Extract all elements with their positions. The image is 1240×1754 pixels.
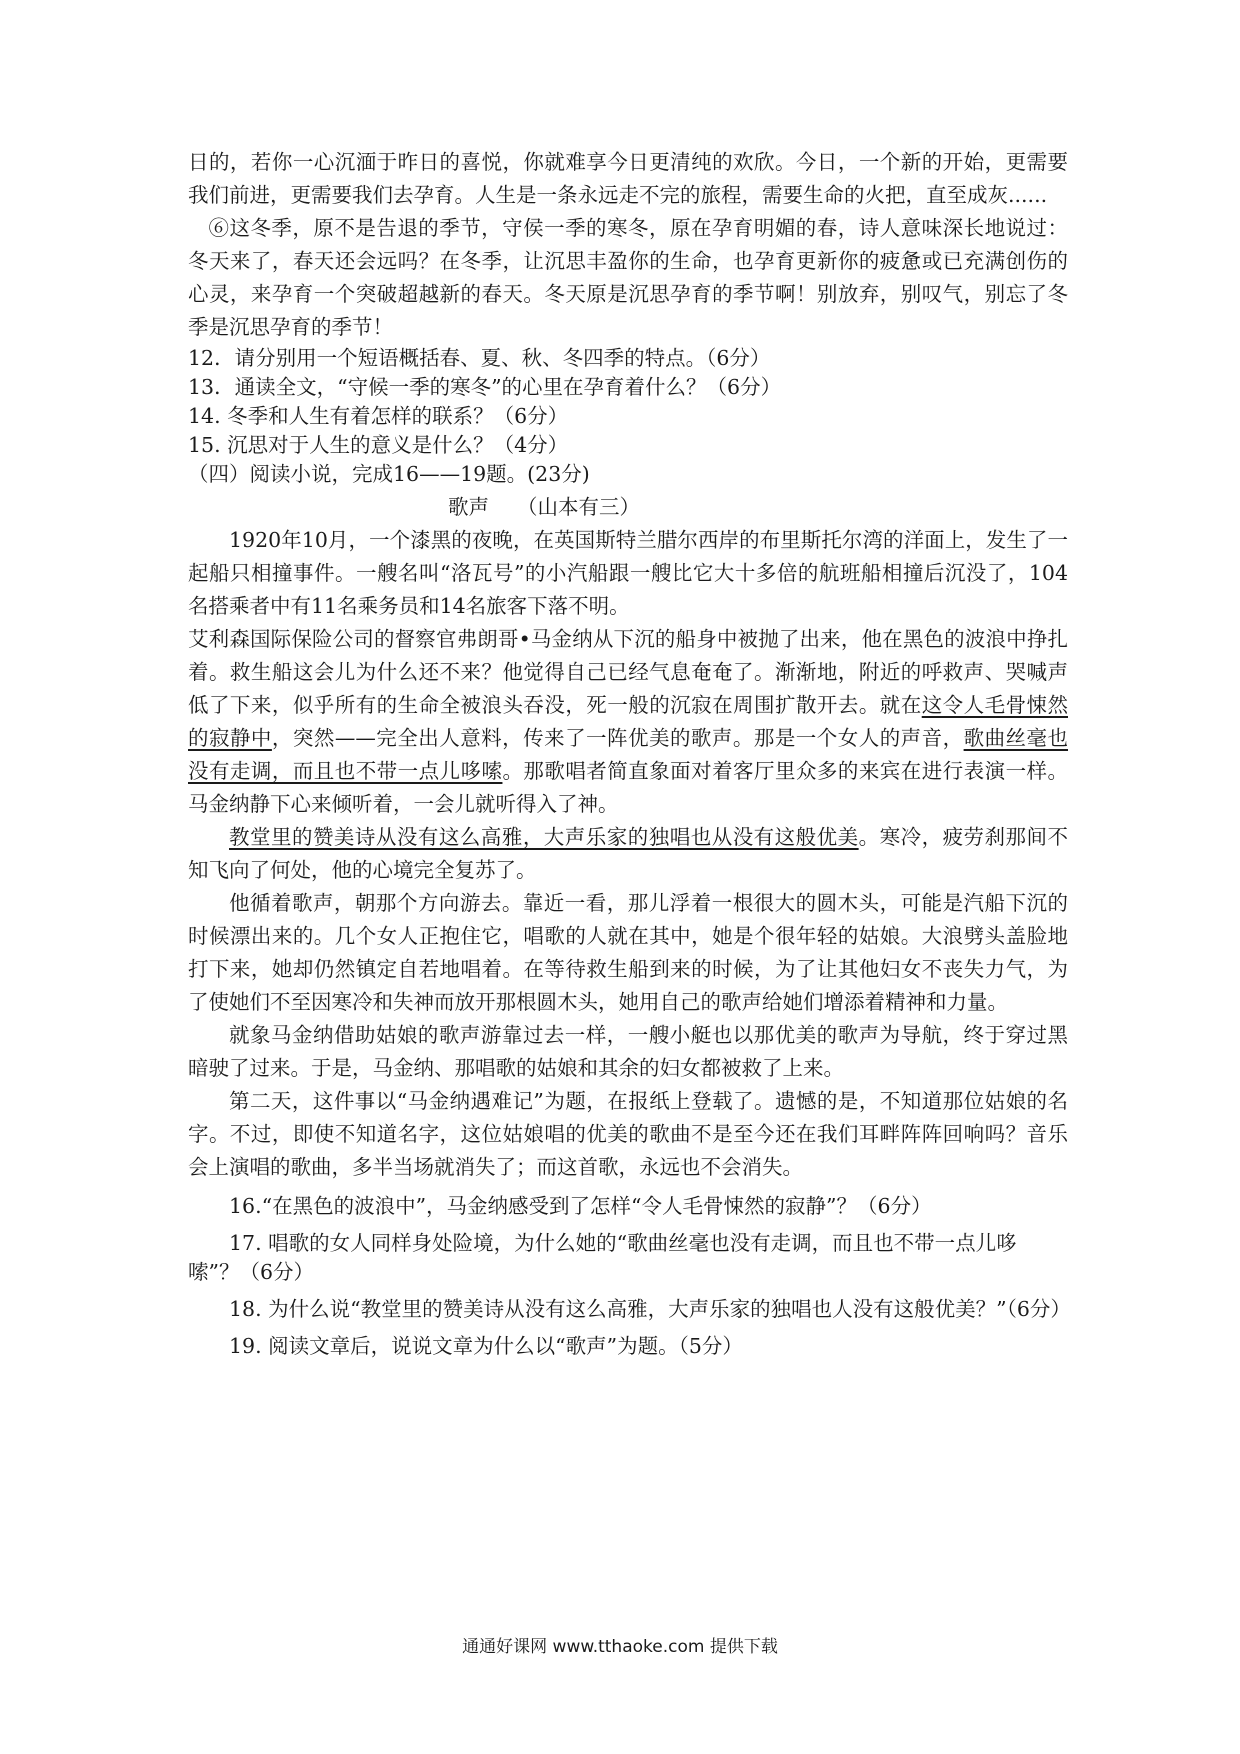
story-paragraph-2: 艾利森国际保险公司的督察官弗朗哥•马金纳从下沉的船身中被抛了出来，他在黑色的波浪中挣扎着。救生船这会儿为什么还不来？他觉得自己已经气息奄奄了。渐渐地，附近的呼救声、哭喊声低了下来，似乎所有的生命全被浪头吞没，死一般的沉寂在周围扩散开去。就在这令人毛骨悚然的寂静中，突然——完全出人意料，传来了一阵优美的歌声。那是一个女人的声音，歌曲丝毫也没有走调，而且也不带一点儿哆嗦。那歌唱者简直象面对着客厅里众多的来宾在进行表演一样。马金纳静下心来倾听着，一会儿就听得入了神。 (188, 627, 1069, 816)
story-paragraph-5: 就象马金纳借助姑娘的歌声游靠过去一样，一艘小艇也以那优美的歌声为导航，终于穿过黑暗驶了过来。于是，马金纳、那唱歌的姑娘和其余的妇女都被救了上来。 (188, 1023, 1068, 1080)
story-title-line (188, 491, 1068, 524)
question-13: 13．通读全文，“守候一季的寒冬”的心里在孕育着什么？（6分） (188, 375, 782, 399)
question-14: 14. 冬季和人生有着怎样的联系？（6分） (188, 404, 569, 428)
underlined-phrase-silence: 这令人毛骨悚然的寂静中 (188, 693, 1068, 750)
page-footer: 通通好课网 www.tthaoke.com 提供下载 (462, 1637, 778, 1657)
underlined-phrase-no-tremble: 歌曲丝毫也没有走调，而且也不带一点儿哆嗦 (188, 726, 1069, 783)
question-12: 12．请分别用一个短语概括春、夏、秋、冬四季的特点。（6分） (188, 346, 771, 370)
question-15: 15. 沉思对于人生的意义是什么？（4分） (188, 433, 569, 457)
section-heading: （四）阅读小说，完成16——19题。(23分) (188, 462, 590, 486)
document-page (188, 146, 1071, 1361)
question-19: 19. 阅读文章后，说说文章为什么以“歌声”为题。（5分） (229, 1334, 743, 1358)
question-list-a (188, 344, 1068, 460)
story-author: （山本有三） (517, 495, 640, 519)
story-paragraph-6: 第二天，这件事以“马金纳遇难记”为题，在报纸上登载了。遗憾的是，不知道那位姑娘的名字。不过，即使不知道名字，这位姑娘唱的优美的歌曲不是至今还在我们耳畔阵阵回响吗？音乐会上演唱的歌曲，多半当场就消失了；而这首歌，永远也不会消失。 (188, 1089, 1068, 1179)
question-17: 17. 唱歌的女人同样身处险境，为什么她的“歌曲丝毫也没有走调，而且也不带一点儿哆嗦”？（6分） (188, 1231, 1017, 1284)
story-paragraph-4: 他循着歌声，朝那个方向游去。靠近一看，那儿浮着一根很大的圆木头，可能是汽船下沉的时候漂出来的。几个女人正抱住它，唱歌的人就在其中，她是个很年轻的姑娘。大浪劈头盖脸地打下来，她却仍然镇定自若地唱着。在等待救生船到来的时候，为了让其他妇女不丧失力气，为了使她们不至因寒冷和失神而放开那根圆木头，她用自己的歌声给她们增添着精神和力量。 (188, 891, 1068, 1014)
passage-paragraph-6: ⑥这冬季，原不是告退的季节，守侯一季的寒冬，原在孕育明媚的春，诗人意味深长地说过：冬天来了，春天还会远吗？在冬季，让沉思丰盈你的生命，也孕育更新你的疲惫或已充满创伤的心灵，来孕育一个突破超越新的春天。冬天原是沉思孕育的季节啊！别放弃，别叹气，别忘了冬季是沉思孕育的季节！ (188, 216, 1068, 339)
story-paragraph-1: 1920年10月，一个漆黑的夜晚，在英国斯特兰腊尔西岸的布里斯托尔湾的洋面上，发生了一起船只相撞事件。一艘名叫“洛瓦号”的小汽船跟一艘比它大十多倍的航班船相撞后沉没了，104名搭乘者中有11名乘务员和14名旅客下落不明。 (188, 528, 1068, 618)
question-list-b (188, 1192, 1071, 1361)
underlined-phrase-church-hymn: 教堂里的赞美诗从没有这么高雅，大声乐家的独唱也从没有这般优美 (229, 825, 859, 849)
story-title: 歌声 (448, 495, 489, 519)
question-16: 16.“在黑色的波浪中”，马金纳感受到了怎样“令人毛骨悚然的寂静”？（6分） (229, 1194, 932, 1218)
story-paragraph-3: 教堂里的赞美诗从没有这么高雅，大声乐家的独唱也从没有这般优美。寒冷，疲劳刹那间不知飞向了何处，他的心境完全复苏了。 (188, 825, 1069, 882)
question-18: 18. 为什么说“教堂里的赞美诗从没有这么高雅，大声乐家的独唱也人没有这般优美？”（6分） (229, 1297, 1071, 1321)
passage-paragraph-5: 日的，若你一心沉湎于昨日的喜悦，你就难享今日更清纯的欢欣。今日，一个新的开始，更需要我们前进，更需要我们去孕育。人生是一条永远走不完的旅程，需要生命的火把，直至成灰...... (188, 150, 1068, 207)
